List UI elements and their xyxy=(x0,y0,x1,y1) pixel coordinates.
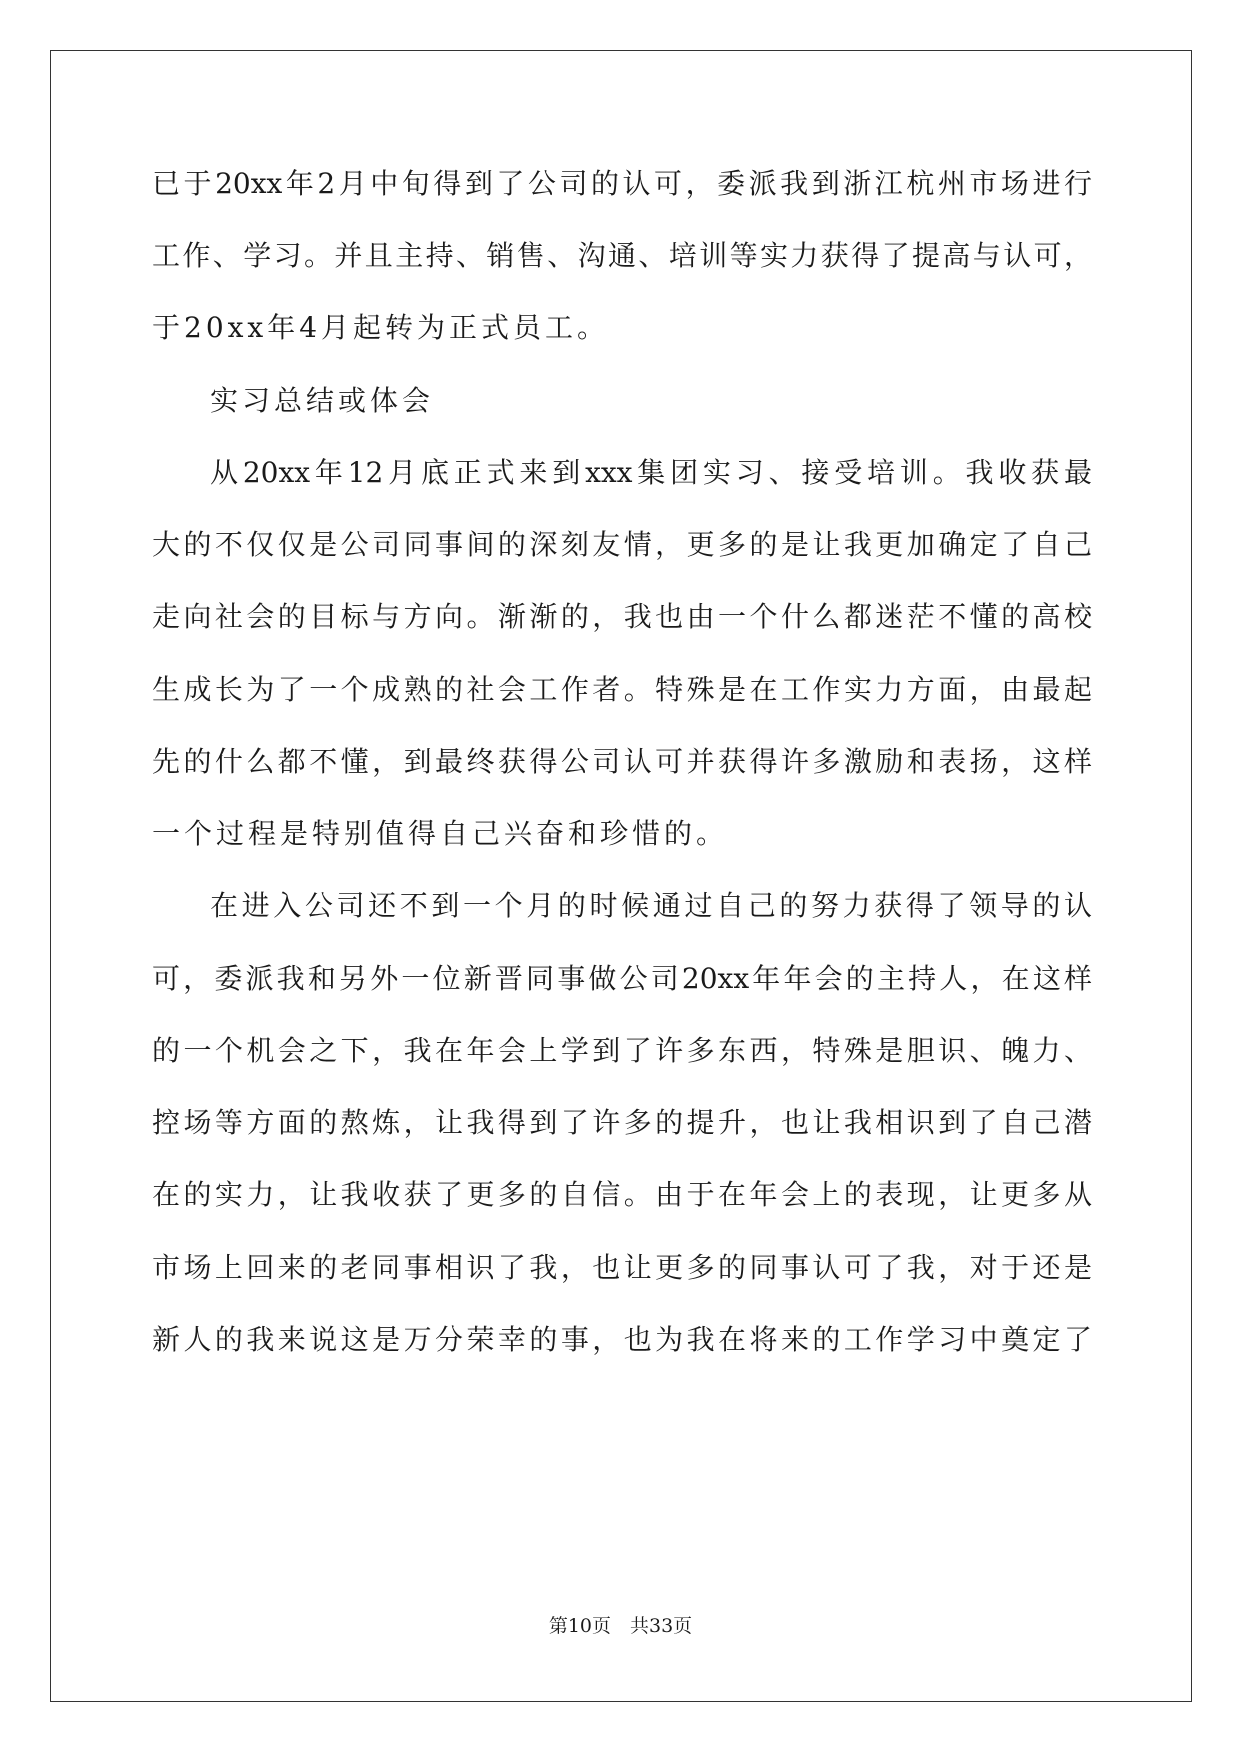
paragraph-line: 新人的我来说这是万分荣幸的事，也为我在将来的工作学习中奠定了 xyxy=(152,1323,1092,1356)
page-border xyxy=(50,50,1192,1702)
paragraph-line: 先的什么都不懂，到最终获得公司认可并获得许多激励和表扬，这样 xyxy=(152,745,1092,778)
page-footer xyxy=(0,1613,1241,1639)
section-heading: 实习总结或体会 xyxy=(210,384,435,417)
paragraph-line: 已于20xx年2月中旬得到了公司的认可，委派我到浙江杭州市场进行 xyxy=(152,167,1092,200)
paragraph-line: 在的实力，让我收获了更多的自信。由于在年会上的表现，让更多从 xyxy=(152,1178,1092,1211)
paragraph-line: 可，委派我和另外一位新晋同事做公司20xx年年会的主持人，在这样 xyxy=(152,962,1092,995)
paragraph-line: 工作、学习。并且主持、销售、沟通、培训等实力获得了提高与认可， xyxy=(152,239,1092,272)
paragraph-line: 大的不仅仅是公司同事间的深刻友情，更多的是让我更加确定了自己 xyxy=(152,528,1092,561)
paragraph-line: 生成长为了一个成熟的社会工作者。特殊是在工作实力方面，由最起 xyxy=(152,673,1092,706)
paragraph-line: 从20xx年12月底正式来到xxx集团实习、接受培训。我收获最 xyxy=(210,456,1092,489)
paragraph-line: 走向社会的目标与方向。渐渐的，我也由一个什么都迷茫不懂的高校 xyxy=(152,600,1092,633)
paragraph-line: 控场等方面的熬炼，让我得到了许多的提升，也让我相识到了自己潜 xyxy=(152,1106,1092,1139)
paragraph-line: 一个过程是特别值得自己兴奋和珍惜的。 xyxy=(152,817,729,850)
paragraph-line: 在进入公司还不到一个月的时候通过自己的努力获得了领导的认 xyxy=(210,889,1092,922)
paragraph-line: 的一个机会之下，我在年会上学到了许多东西，特殊是胆识、魄力、 xyxy=(152,1034,1092,1067)
paragraph-line: 于20xx年4月起转为正式员工。 xyxy=(152,311,610,344)
paragraph-line: 市场上回来的老同事相识了我，也让更多的同事认可了我，对于还是 xyxy=(152,1251,1092,1284)
page-number-label: 第10页 共33页 xyxy=(548,1615,693,1637)
